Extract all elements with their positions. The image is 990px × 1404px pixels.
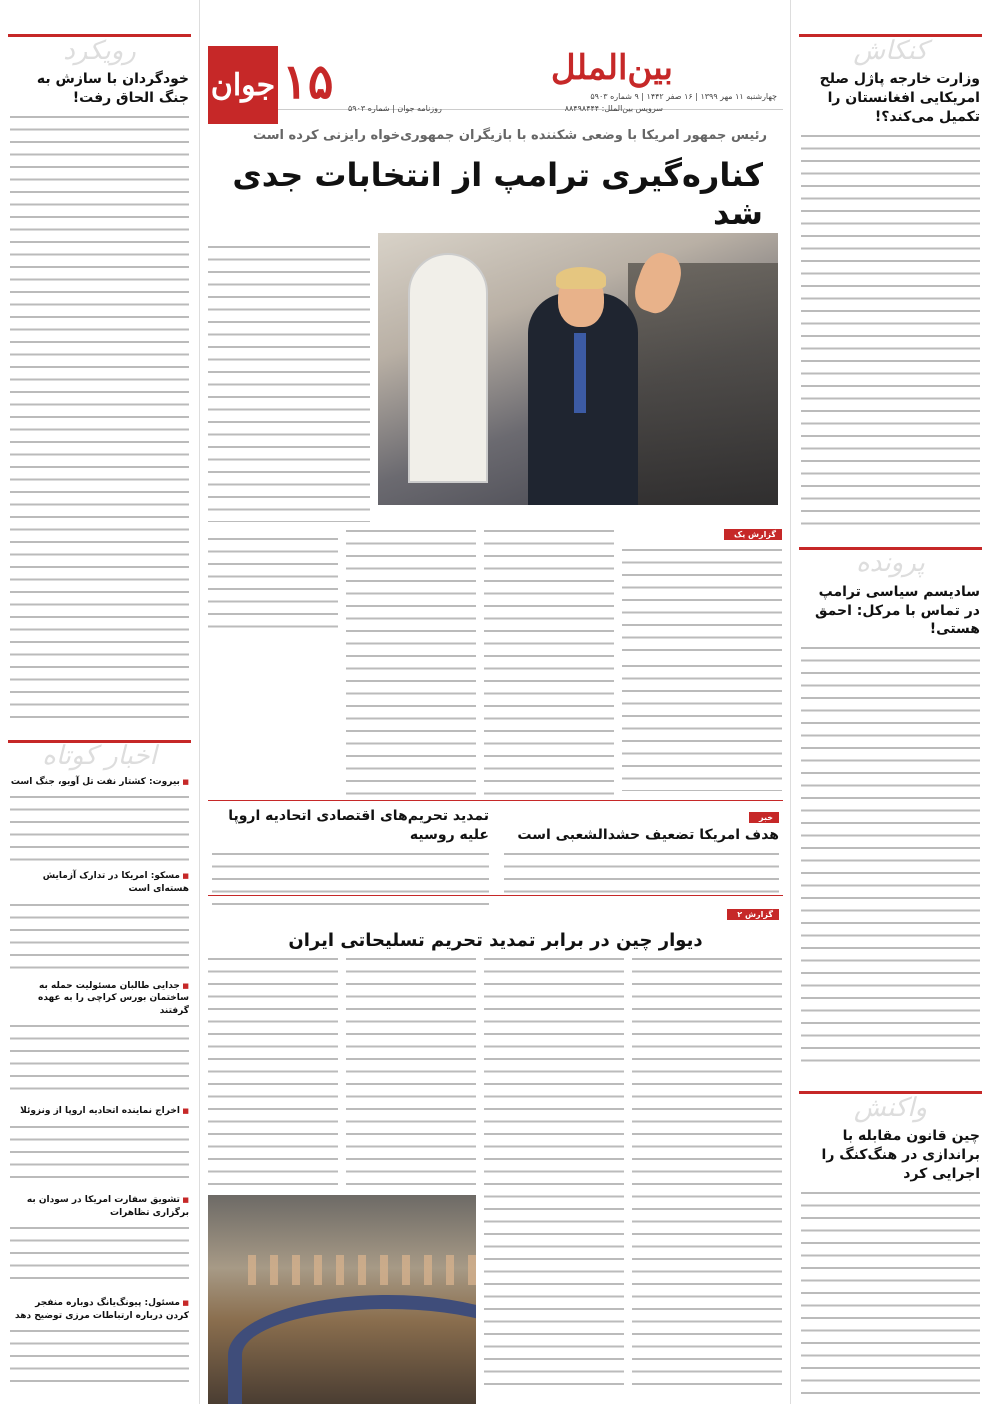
- article-headline[interactable]: سادیسم سیاسی ترامپ در تماس با مرکل: احمق هستی!: [815, 583, 980, 638]
- lead-headline[interactable]: کناره‌گیری ترامپ از انتخابات جدی شد: [232, 156, 763, 232]
- article-body-col: [484, 950, 624, 1390]
- main-column: [208, 0, 783, 1404]
- article-headline[interactable]: تمدید تحریم‌های اقتصادی اتحادیه اروپا علیه روسیه: [228, 808, 489, 843]
- section-banner-ruykard: [8, 34, 191, 64]
- section-banner-briefs: [8, 740, 191, 770]
- brief-body: [10, 900, 189, 972]
- article-headline[interactable]: خودگردان با سازش به جنگ الحاق رفت!: [36, 71, 189, 106]
- masthead: [208, 0, 783, 113]
- article-headline[interactable]: وزارت خارجه پاژل صلح امریکایی افغانستان را تکمیل می‌کند؟!: [819, 71, 980, 125]
- left-column: [0, 0, 200, 1404]
- brief-headline: ■ مسئول: پیونگ‌یانگ دوباره منفجر کردن درباره ارتباطات مرزی توضیح دهد: [10, 1297, 189, 1322]
- brief-item[interactable]: [10, 1297, 189, 1386]
- banner-label: رویکرد: [63, 35, 136, 66]
- trump-photo: [378, 233, 778, 505]
- lead-kicker: رئیس جمهور امریکا با وضعی شکننده با بازیگران جمهوری‌خواه رایزنی کرده است: [253, 128, 767, 143]
- section-banner-kankash: [799, 34, 982, 64]
- lead-body-col: [346, 522, 476, 792]
- brief-item[interactable]: [10, 870, 189, 971]
- lead-body-col: [208, 530, 338, 630]
- article-body-col: [346, 950, 476, 1190]
- un-security-council-photo: [208, 1195, 476, 1404]
- article-body: [10, 112, 189, 722]
- divider: [208, 800, 783, 801]
- section-banner-parvandeh: [799, 547, 982, 577]
- lead-body-col: [484, 522, 614, 792]
- box-body: [622, 545, 782, 655]
- article-body: [801, 1188, 980, 1404]
- brief-headline: ■ تشویق سفارت امریکا در سودان به برگزاری تظاهرات: [10, 1194, 189, 1219]
- article-hashd: [500, 805, 783, 901]
- brief-body: [10, 1326, 189, 1386]
- brief-item[interactable]: [10, 776, 189, 863]
- banner-label: کنکاش: [853, 35, 928, 66]
- banner-label: اخبار کوتاه: [42, 741, 157, 772]
- box-report-1: [622, 522, 782, 791]
- article-body: [801, 643, 980, 1071]
- section-title: بین‌الملل: [550, 48, 673, 88]
- brief-item[interactable]: [10, 1194, 189, 1289]
- page-number: ۱۵: [282, 54, 334, 110]
- brief-headline: ■ مسکو: امریکا در تدارک آزمایش هسته‌ای است: [10, 870, 189, 895]
- brief-item[interactable]: [10, 980, 189, 1098]
- service-line: سرویس بین‌الملل: ۸۸۴۹۸۴۴۴: [564, 104, 663, 113]
- logo: جوان: [208, 46, 278, 124]
- brief-item[interactable]: [10, 1105, 189, 1186]
- divider: [208, 895, 783, 896]
- article-headline[interactable]: چین قانون مقابله با براندازی در هنگ‌کنگ را اجرایی کرد: [821, 1128, 980, 1183]
- lead-body-left: [208, 238, 370, 518]
- banner-label: پرونده: [856, 548, 925, 579]
- brief-body: [10, 1223, 189, 1289]
- box-body: [622, 661, 782, 791]
- brief-body: [10, 792, 189, 862]
- tag-report-2: گزارش ۲: [727, 909, 779, 920]
- tag-report-1: گزارش یک: [724, 529, 782, 540]
- section-banner-vakonesh: [799, 1091, 982, 1121]
- article-body-col: [632, 950, 782, 1390]
- date-line: چهارشنبه ۱۱ مهر ۱۳۹۹ | ۱۶ صفر ۱۴۴۲ | ۹ شماره ۵۹۰۳: [590, 92, 777, 101]
- brief-body: [10, 1021, 189, 1097]
- brief-headline: ■ اخراج نماینده اتحادیه اروپا از ونزوئلا: [10, 1105, 189, 1118]
- article-russia: [208, 805, 493, 913]
- brief-headline: ■ جدایی طالبان مسئولیت حمله به ساختمان بورس کراچی را به عهده گرفتند: [10, 980, 189, 1018]
- edition-line: روزنامه جوان | شماره ۵۹۰۳: [348, 104, 442, 113]
- tag-news: خبر: [749, 812, 779, 823]
- article-body: [801, 131, 980, 527]
- right-column: [790, 0, 990, 1404]
- article-headline[interactable]: هدف امریکا تضعیف حشدالشعبی است: [517, 827, 779, 843]
- banner-label: واکنش: [853, 1092, 928, 1123]
- article-headline[interactable]: دیوار چین در برابر تمدید تحریم تسلیحاتی ایران: [288, 930, 703, 951]
- article-body-col: [208, 950, 338, 1190]
- brief-body: [10, 1122, 189, 1186]
- article-body: [504, 849, 779, 901]
- brief-headline: ■ بیروت: کشتار نفت تل آویو، جنگ است: [10, 776, 189, 789]
